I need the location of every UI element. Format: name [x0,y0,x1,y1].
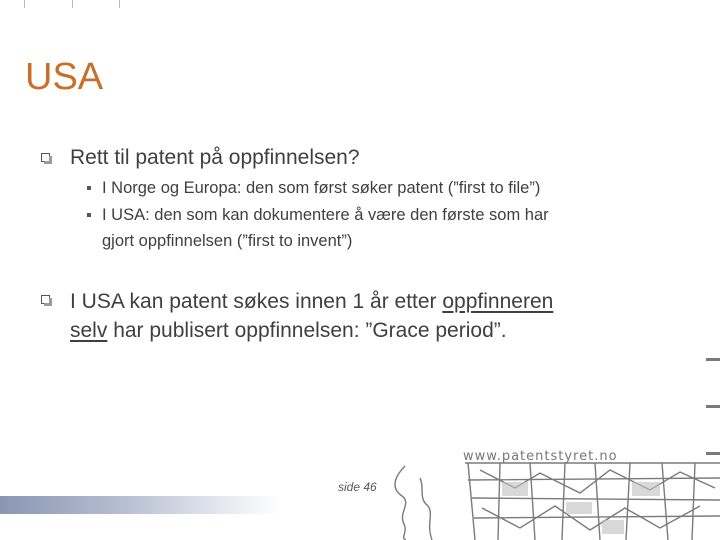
underlined-word: oppfinneren [442,290,554,313]
footer-gradient-bar [0,496,280,514]
square-bullet-icon [87,186,91,190]
edge-dash [706,405,720,408]
page-number: side 46 [338,480,377,494]
bullet-text-part: har publisert oppfinnelsen: ”Grace period”. [107,319,507,342]
top-divider-tick [24,0,25,8]
top-divider-tick [119,0,120,8]
edge-dash [706,452,720,455]
bullet-text: Rett til patent på oppfinnelsen? [70,146,360,169]
edge-dash [706,358,720,361]
bullet-text [70,287,553,345]
checkbox-bullet-icon [41,295,50,304]
square-bullet-icon [87,213,91,217]
map-decoration [380,458,720,540]
bullet-text-part: I USA kan patent søkes innen 1 år etter [70,290,443,313]
website-label: www.patentstyret.no [463,449,618,464]
sub-bullet-text: I USA: den som kan dokumentere å være den første som har [102,206,549,224]
sub-bullet-text: I Norge og Europa: den som først søker patent (”first to file”) [102,179,541,197]
underlined-word: selv [70,319,108,342]
slide-title: USA [25,56,104,98]
checkbox-bullet-icon [41,153,50,162]
top-divider-tick [72,0,73,8]
sub-bullet-text-continuation: gjort oppfinnelsen (”first to invent”) [102,232,353,250]
